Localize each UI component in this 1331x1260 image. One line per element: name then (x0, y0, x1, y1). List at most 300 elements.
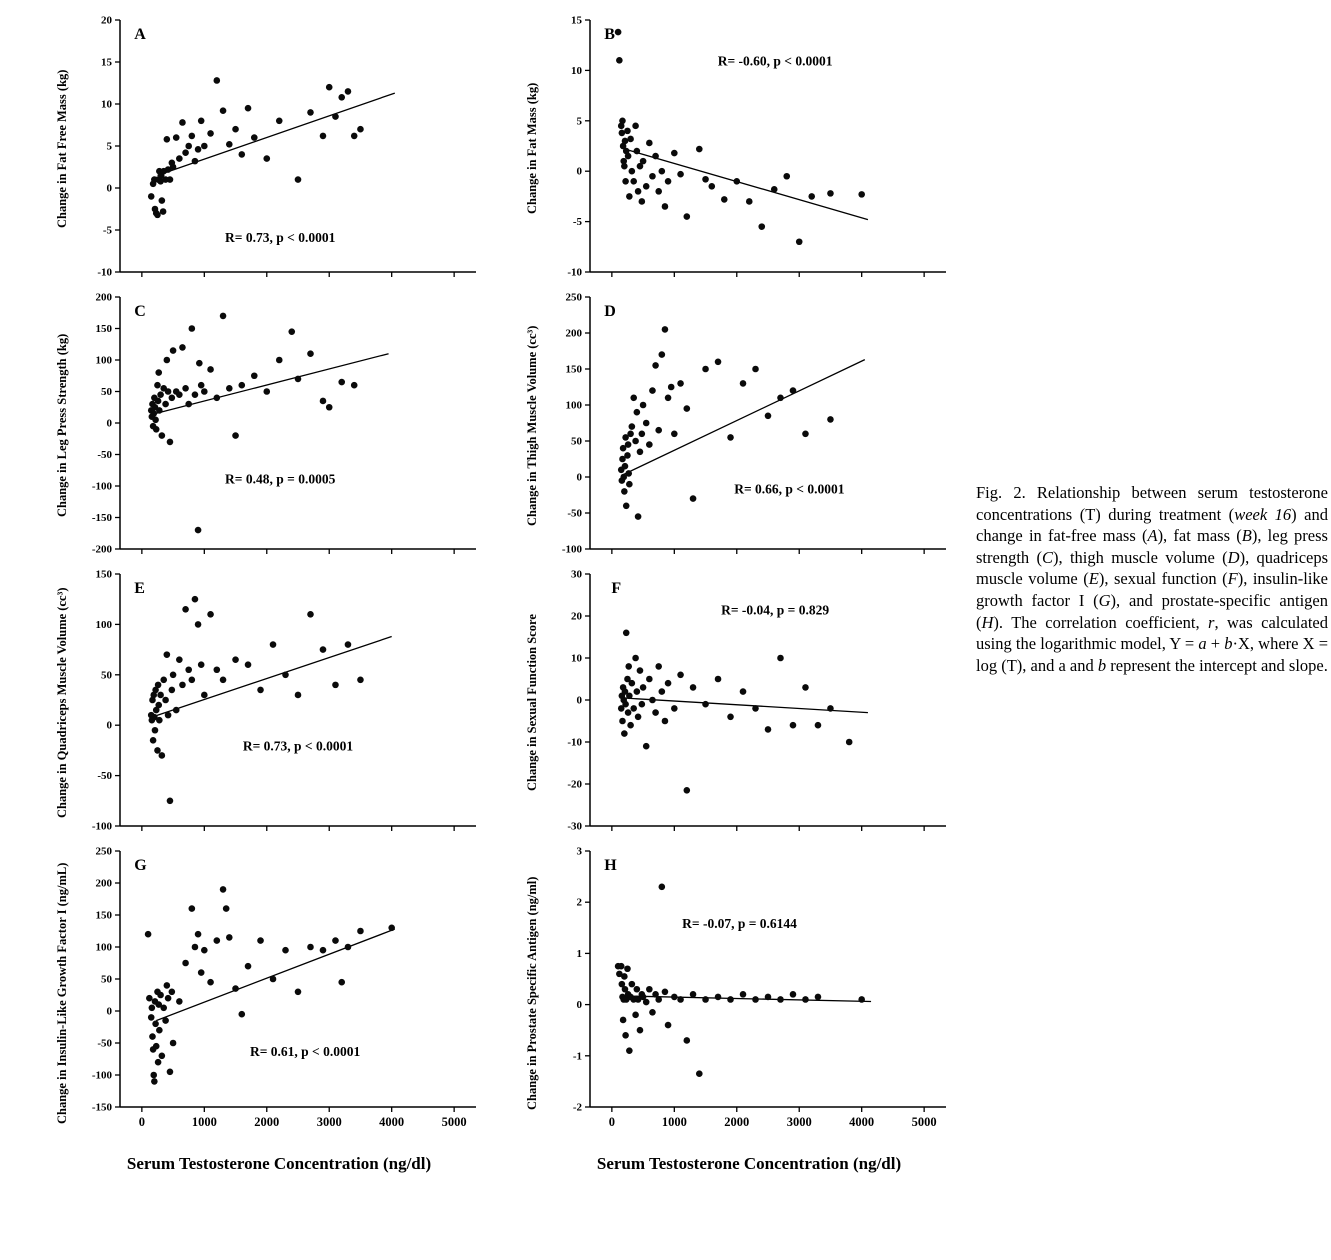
data-point (169, 989, 176, 996)
y-axis-label-e: Change in Quadriceps Muscle Volume (cc³) (55, 587, 69, 818)
y-tick-label: 100 (565, 399, 582, 412)
data-point (637, 1027, 644, 1034)
data-point (630, 705, 637, 712)
data-point (207, 979, 214, 986)
data-point (201, 143, 208, 150)
data-point (827, 416, 834, 423)
data-point (357, 928, 364, 935)
data-point (715, 994, 722, 1001)
data-point (226, 934, 233, 941)
data-point (214, 666, 221, 673)
data-point (198, 118, 205, 125)
data-point (668, 384, 675, 391)
data-point (167, 798, 174, 805)
scatter-plot-c (74, 287, 484, 559)
data-point (702, 366, 709, 373)
panel-letter: A (134, 26, 146, 44)
data-point (815, 994, 822, 1001)
data-point (326, 84, 333, 91)
data-point (624, 965, 631, 972)
data-point (765, 994, 772, 1001)
data-point (618, 963, 625, 970)
data-point (150, 410, 157, 417)
y-tick-label: -100 (91, 820, 112, 833)
data-point (295, 989, 302, 996)
data-point (156, 717, 163, 724)
data-point (307, 611, 314, 618)
data-point (634, 688, 641, 695)
regression-line (156, 929, 395, 1021)
data-point (148, 1014, 155, 1021)
data-point (621, 730, 628, 737)
data-point (189, 677, 196, 684)
data-point (662, 203, 669, 210)
data-point (740, 688, 747, 695)
charts-column-left (50, 10, 484, 1174)
data-point (232, 126, 239, 133)
x-tick-label: 4000 (849, 1115, 875, 1129)
data-point (696, 146, 703, 153)
data-point (152, 727, 159, 734)
y-tick-label: -10 (567, 736, 582, 749)
data-point (160, 1005, 167, 1012)
y-tick-label: -1 (572, 1050, 582, 1063)
data-point (155, 369, 162, 376)
data-point (615, 29, 622, 36)
data-point (257, 687, 264, 694)
data-point (150, 1072, 157, 1079)
scatter-panel-a (50, 10, 484, 287)
y-tick-label: 0 (106, 417, 112, 430)
data-point (146, 995, 153, 1002)
data-point (746, 198, 753, 205)
data-point (622, 178, 629, 185)
data-point (182, 149, 189, 156)
data-point (220, 886, 227, 893)
data-point (238, 151, 245, 158)
data-point (790, 722, 797, 729)
data-point (777, 996, 784, 1003)
y-tick-label: -50 (97, 1037, 112, 1050)
data-point (320, 947, 327, 954)
data-point (332, 937, 339, 944)
data-point (169, 395, 176, 402)
data-point (320, 398, 327, 405)
data-point (802, 684, 809, 691)
data-point (167, 439, 174, 446)
data-point (195, 146, 202, 153)
data-point (727, 996, 734, 1003)
data-point (630, 395, 637, 402)
data-point (155, 702, 162, 709)
y-tick-label: -50 (97, 449, 112, 461)
data-point (220, 107, 227, 114)
data-point (621, 163, 628, 170)
y-tick-label: 0 (106, 719, 112, 732)
data-point (622, 1032, 629, 1039)
data-point (671, 150, 678, 157)
x-tick-label: 0 (138, 1115, 145, 1129)
data-point (624, 452, 631, 459)
y-tick-label: 3 (576, 845, 582, 858)
y-tick-label: 5 (576, 115, 582, 128)
data-point (635, 188, 642, 195)
data-point (677, 672, 684, 679)
y-axis-label-d: Change in Thigh Muscle Volume (cc³) (525, 325, 539, 526)
data-point (151, 1078, 158, 1085)
data-point (740, 380, 747, 387)
scatter-panel-b (520, 10, 954, 287)
data-point (665, 680, 672, 687)
data-point (639, 431, 646, 438)
y-tick-label: 100 (95, 618, 112, 631)
y-tick-label: 0 (576, 999, 582, 1012)
data-point (702, 176, 709, 183)
data-point (159, 432, 166, 439)
y-tick-label: 15 (571, 14, 582, 27)
data-point (189, 325, 196, 332)
data-point (625, 663, 632, 670)
data-point (223, 905, 230, 912)
data-point (170, 672, 177, 679)
data-point (802, 996, 809, 1003)
y-tick-label: -30 (567, 820, 582, 833)
data-point (270, 976, 277, 983)
data-point (662, 718, 669, 725)
data-point (320, 646, 327, 653)
data-point (846, 739, 853, 746)
y-axis-label-c: Change in Leg Press Strength (kg) (55, 333, 69, 518)
data-point (167, 176, 174, 183)
data-point (157, 391, 164, 398)
data-point (195, 621, 202, 628)
data-point (690, 991, 697, 998)
data-point (185, 143, 192, 150)
data-point (758, 223, 765, 230)
scatter-plot-g (74, 841, 484, 1141)
data-point (164, 357, 171, 364)
data-point (345, 641, 352, 648)
x-axis-label-right: Serum Testosterone Concentration (ng/dl) (596, 1154, 902, 1173)
data-point (201, 692, 208, 699)
panel-letter: H (604, 857, 617, 875)
data-point (623, 630, 630, 637)
data-point (639, 701, 646, 708)
data-point (156, 407, 163, 414)
y-tick-label: 20 (571, 610, 582, 623)
plot-area-d (544, 287, 954, 564)
data-point (192, 944, 199, 951)
data-point (160, 677, 167, 684)
y-tick-label: -100 (561, 543, 582, 556)
data-point (198, 382, 205, 389)
y-tick-label: 30 (571, 568, 582, 581)
data-point (153, 426, 160, 433)
data-point (649, 697, 656, 704)
data-point (652, 362, 659, 369)
data-point (635, 513, 642, 520)
plot-area-h (544, 841, 954, 1146)
data-point (655, 188, 662, 195)
y-tick-label: -10 (97, 266, 112, 279)
y-axis-label-b: Change in Fat Mass (kg) (525, 82, 539, 215)
data-point (148, 193, 155, 200)
data-point (170, 347, 177, 354)
y-tick-label: 150 (95, 323, 112, 335)
x-tick-label: 0 (608, 1115, 615, 1129)
data-point (715, 676, 722, 683)
data-point (620, 1017, 627, 1024)
data-point (220, 313, 227, 320)
data-point (677, 171, 684, 178)
data-point (684, 787, 691, 794)
data-point (176, 155, 183, 162)
data-point (646, 441, 653, 448)
y-tick-label: 200 (95, 291, 112, 304)
y-tick-label: 0 (576, 694, 582, 707)
correlation-annotation: R= -0.04, p = 0.829 (721, 602, 830, 618)
data-point (616, 57, 623, 64)
data-point (625, 709, 632, 716)
data-point (635, 714, 642, 721)
data-point (646, 140, 653, 147)
data-point (637, 449, 644, 456)
panel-letter: F (611, 580, 622, 598)
data-point (195, 931, 202, 938)
y-tick-label: -150 (91, 1101, 112, 1114)
data-point (251, 372, 258, 379)
data-point (159, 197, 166, 204)
data-point (677, 380, 684, 387)
data-point (637, 667, 644, 674)
plot-area-b (544, 10, 954, 287)
data-point (629, 423, 636, 430)
data-point (226, 141, 233, 148)
data-point (232, 432, 239, 439)
data-point (639, 198, 646, 205)
scatter-plot-d (544, 287, 954, 559)
data-point (640, 402, 647, 409)
x-tick-label: 2000 (724, 1115, 750, 1129)
correlation-annotation: R= -0.07, p = 0.6144 (682, 915, 797, 931)
data-point (765, 726, 772, 733)
data-point (625, 441, 632, 448)
data-point (214, 77, 221, 84)
data-point (662, 326, 669, 333)
data-point (659, 168, 666, 175)
data-point (777, 655, 784, 662)
data-point (671, 994, 678, 1001)
data-point (282, 947, 289, 954)
data-point (154, 212, 161, 219)
data-point (338, 94, 345, 101)
data-point (351, 133, 358, 140)
data-point (621, 488, 628, 495)
y-tick-label: -100 (91, 1069, 112, 1082)
data-point (808, 193, 815, 200)
data-point (245, 105, 252, 112)
data-point (173, 134, 180, 141)
data-point (765, 413, 772, 420)
data-point (827, 190, 834, 197)
x-tick-label: 3000 (786, 1115, 812, 1129)
data-point (198, 969, 205, 976)
data-point (295, 176, 302, 183)
data-point (226, 385, 233, 392)
data-point (155, 1059, 162, 1066)
x-tick-label: 2000 (254, 1115, 280, 1129)
y-tick-label: 0 (106, 1005, 112, 1018)
data-point (182, 606, 189, 613)
data-point (796, 238, 803, 245)
y-tick-label: 50 (101, 973, 112, 986)
y-axis-label-g: Change in Insulin-Like Growth Factor I (ng/mL) (55, 862, 69, 1125)
data-point (790, 991, 797, 998)
scatter-panel-g (50, 841, 484, 1146)
data-point (196, 360, 203, 367)
data-point (232, 985, 239, 992)
y-tick-label: -2 (572, 1101, 582, 1114)
data-point (288, 328, 295, 335)
data-point (185, 666, 192, 673)
data-point (858, 996, 865, 1003)
data-point (238, 382, 245, 389)
y-tick-label: 250 (565, 291, 582, 304)
data-point (783, 173, 790, 180)
correlation-annotation: R= 0.73, p < 0.0001 (225, 229, 336, 245)
data-point (684, 213, 691, 220)
y-tick-label: 150 (95, 909, 112, 922)
x-tick-label: 4000 (379, 1115, 405, 1129)
y-tick-label: 0 (576, 471, 582, 484)
data-point (632, 123, 639, 130)
data-point (251, 134, 258, 141)
data-point (640, 158, 647, 165)
data-point (270, 641, 277, 648)
data-point (625, 470, 632, 477)
data-point (626, 693, 633, 700)
y-tick-label: 10 (571, 652, 582, 665)
data-point (627, 722, 634, 729)
data-point (173, 707, 180, 714)
y-tick-label: 100 (95, 354, 112, 367)
x-tick-label: 1000 (191, 1115, 217, 1129)
plot-area-c (74, 287, 484, 564)
x-tick-label: 1000 (661, 1115, 687, 1129)
y-tick-label: 50 (571, 435, 582, 448)
data-point (643, 420, 650, 427)
data-point (790, 387, 797, 394)
data-point (307, 109, 314, 116)
data-point (152, 1021, 159, 1028)
data-point (179, 119, 186, 126)
data-point (326, 404, 333, 411)
data-point (702, 701, 709, 708)
data-point (652, 153, 659, 160)
data-point (182, 960, 189, 967)
data-point (752, 996, 759, 1003)
data-point (282, 672, 289, 679)
x-tick-label: 3000 (316, 1115, 342, 1129)
data-point (165, 712, 172, 719)
y-tick-label: 10 (101, 98, 112, 111)
y-tick-label: 0 (106, 182, 112, 195)
data-point (625, 153, 632, 160)
data-point (157, 692, 164, 699)
data-point (659, 884, 666, 891)
data-point (214, 395, 221, 402)
correlation-annotation: R= -0.60, p < 0.0001 (717, 53, 833, 69)
data-point (276, 118, 283, 125)
data-point (715, 359, 722, 366)
data-point (320, 133, 327, 140)
scatter-panel-c (50, 287, 484, 564)
scatter-panel-f (520, 564, 954, 841)
data-point (646, 676, 653, 683)
data-point (170, 1040, 177, 1047)
correlation-annotation: R= 0.66, p < 0.0001 (734, 481, 845, 497)
scatter-plot-b (544, 10, 954, 282)
data-point (176, 656, 183, 663)
data-point (165, 388, 172, 395)
data-point (153, 1043, 160, 1050)
data-point (655, 996, 662, 1003)
data-point (257, 937, 264, 944)
y-tick-label: 2 (576, 896, 582, 909)
data-point (263, 388, 270, 395)
data-point (159, 1053, 166, 1060)
scatter-plot-h (544, 841, 954, 1141)
data-point (189, 905, 196, 912)
scatter-panel-h (520, 841, 954, 1146)
data-point (192, 596, 199, 603)
scatter-plot-a (74, 10, 484, 282)
data-point (662, 989, 669, 996)
data-point (629, 680, 636, 687)
data-point (307, 944, 314, 951)
data-point (626, 193, 633, 200)
data-point (156, 1027, 163, 1034)
data-point (649, 1009, 656, 1016)
y-tick-label: 200 (95, 877, 112, 890)
data-point (619, 718, 626, 725)
plot-area-f (544, 564, 954, 841)
data-point (162, 1017, 169, 1024)
data-point (629, 168, 636, 175)
y-tick-label: -150 (91, 512, 112, 524)
y-tick-label: -5 (102, 224, 112, 237)
y-tick-label: 200 (565, 327, 582, 340)
panel-letter: B (604, 26, 615, 44)
data-point (388, 925, 395, 932)
data-point (154, 747, 161, 754)
data-point (185, 401, 192, 408)
data-point (624, 128, 631, 135)
data-point (619, 118, 626, 125)
y-axis-label-f: Change in Sexual Function Score (525, 614, 539, 791)
data-point (214, 937, 221, 944)
data-point (198, 661, 205, 668)
data-point (629, 981, 636, 988)
data-point (690, 495, 697, 502)
data-point (643, 743, 650, 750)
data-point (649, 387, 656, 394)
data-point (192, 391, 199, 398)
data-point (338, 379, 345, 386)
data-point (627, 431, 634, 438)
data-point (345, 88, 352, 95)
data-point (154, 382, 161, 389)
